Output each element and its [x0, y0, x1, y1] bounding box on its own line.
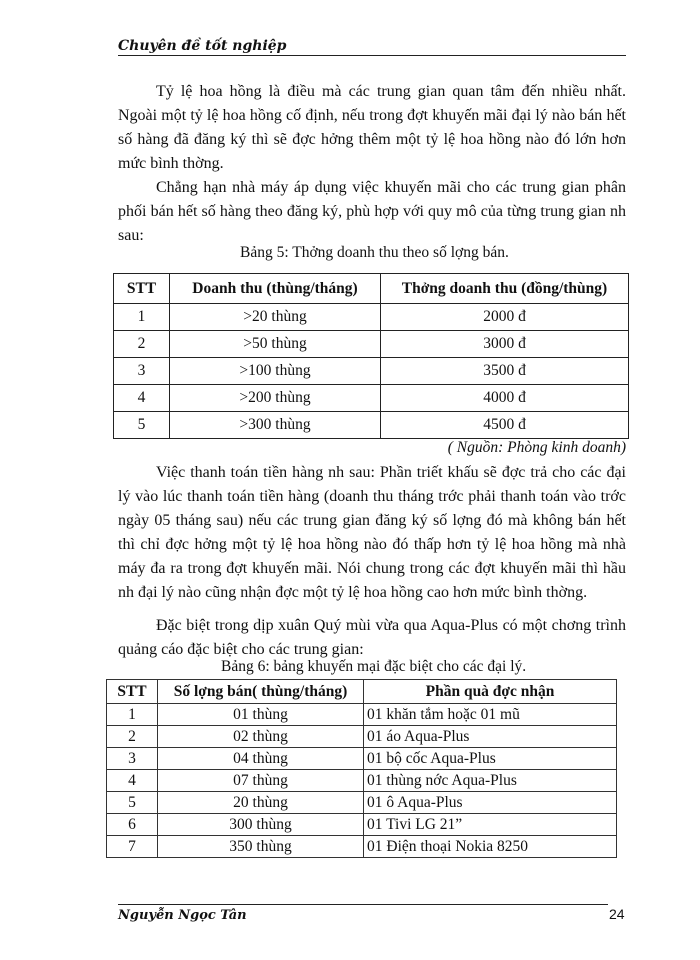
table-cell: >20 thùng [170, 304, 381, 331]
column-header: STT [107, 680, 158, 704]
table-cell: 7 [107, 836, 158, 858]
table-cell: 1 [107, 704, 158, 726]
table-cell: >50 thùng [170, 331, 381, 358]
table-cell: 01 bộ cốc Aqua-Plus [364, 748, 617, 770]
table-cell: 3 [114, 358, 170, 385]
column-header: Số lợng bán( thùng/tháng) [158, 680, 364, 704]
table-cell: 01 áo Aqua-Plus [364, 726, 617, 748]
paragraph-text: Đặc biệt trong dịp xuân Quý mùi vừa qua Aqua-Plus có một chơng trình quảng cáo đặc biệt cho các trung gian: [118, 617, 626, 658]
table-cell: 2000 đ [381, 304, 629, 331]
running-header: Chuyên đề tốt nghiệp [118, 38, 287, 54]
paragraph-special-promo [118, 614, 626, 662]
column-header: Thởng doanh thu (đồng/thùng) [381, 274, 629, 304]
table-cell: 1 [114, 304, 170, 331]
table-cell: 350 thùng [158, 836, 364, 858]
table-row [114, 331, 629, 358]
table-cell: >100 thùng [170, 358, 381, 385]
table-cell: 02 thùng [158, 726, 364, 748]
table5-source-note: ( Nguồn: Phòng kinh doanh) [447, 439, 626, 456]
table-cell: 4500 đ [381, 412, 629, 439]
table-cell: 2 [114, 331, 170, 358]
table-cell: 01 thùng nớc Aqua-Plus [364, 770, 617, 792]
table-cell: 01 Điện thoại Nokia 8250 [364, 836, 617, 858]
table-header-row [107, 680, 617, 704]
table-cell: 300 thùng [158, 814, 364, 836]
table-cell: 6 [107, 814, 158, 836]
table-row [114, 304, 629, 331]
table-header-row [114, 274, 629, 304]
table-revenue-bonus [113, 273, 629, 439]
footer-author: Nguyễn Ngọc Tân [118, 908, 247, 923]
table-cell: 2 [107, 726, 158, 748]
table-cell: 5 [107, 792, 158, 814]
table6-caption: Bảng 6: bảng khuyến mại đặc biệt cho các đại lý. [221, 658, 527, 675]
table-cell: 4 [114, 385, 170, 412]
column-header: STT [114, 274, 170, 304]
footer-rule [118, 904, 608, 905]
table-row [107, 814, 617, 836]
table-cell: 04 thùng [158, 748, 364, 770]
table-row [107, 704, 617, 726]
table-row [107, 748, 617, 770]
table-row [107, 770, 617, 792]
table-row [107, 726, 617, 748]
table-row [107, 792, 617, 814]
table-cell: >300 thùng [170, 412, 381, 439]
table-cell: 5 [114, 412, 170, 439]
header-rule [118, 55, 626, 56]
table-cell: >200 thùng [170, 385, 381, 412]
paragraph-payment [118, 461, 626, 605]
column-header: Phần quà đợc nhận [364, 680, 617, 704]
table-cell: 01 thùng [158, 704, 364, 726]
table-cell: 3 [107, 748, 158, 770]
table-cell: 20 thùng [158, 792, 364, 814]
table-cell: 01 Tivi LG 21” [364, 814, 617, 836]
paragraph-text: Tỷ lệ hoa hồng là điều mà các trung gian quan tâm đến nhiều nhất. Ngoài một tỷ lệ hoa hồng cố định, nếu trong đợt khuyến mãi đại lý nào bán hết số hàng đã đăng ký thì sẽ đợc hởng thêm một tỷ lệ hoa hồng nào đó lớn hơn mức bình thờng. [118, 83, 626, 172]
table-cell: 07 thùng [158, 770, 364, 792]
table-row [107, 836, 617, 858]
column-header: Doanh thu (thùng/tháng) [170, 274, 381, 304]
paragraph-commission [118, 80, 626, 176]
table-row [114, 358, 629, 385]
table5-caption: Bảng 5: Thởng doanh thu theo số lợng bán. [240, 244, 509, 261]
table-cell: 01 khăn tắm hoặc 01 mũ [364, 704, 617, 726]
table-cell: 3000 đ [381, 331, 629, 358]
table-cell: 4 [107, 770, 158, 792]
table-row [114, 412, 629, 439]
table-cell: 01 ô Aqua-Plus [364, 792, 617, 814]
paragraph-example [118, 176, 626, 248]
page-number: 24 [609, 906, 625, 922]
table-row [114, 385, 629, 412]
table-cell: 4000 đ [381, 385, 629, 412]
paragraph-text: Chẳng hạn nhà máy áp dụng việc khuyến mãi cho các trung gian phân phối bán hết số hàng theo đăng ký, phù hợp với quy mô của từng trung gian nh sau: [118, 179, 626, 244]
table-special-promotion [106, 679, 617, 858]
table-cell: 3500 đ [381, 358, 629, 385]
paragraph-text: Việc thanh toán tiền hàng nh sau: Phần triết khấu sẽ đợc trả cho các đại lý vào lúc thanh toán tiền hàng (doanh thu tháng trớc phải thanh toán vào trớc ngày 05 tháng sau) nếu các trung gian đăng ký số lợng đó mà không bán hết thì chỉ đợc hởng một tỷ lệ hoa hồng nào đó thấp hơn tỷ lệ hoa hồng mà nhà máy đa ra trong đợt khuyến mãi. Nói chung trong các đợt khuyến mãi thì hầu nh đại lý nào cũng nhận đợc một tỷ lệ hoa hồng cao hơn mức bình thờng. [118, 464, 626, 601]
